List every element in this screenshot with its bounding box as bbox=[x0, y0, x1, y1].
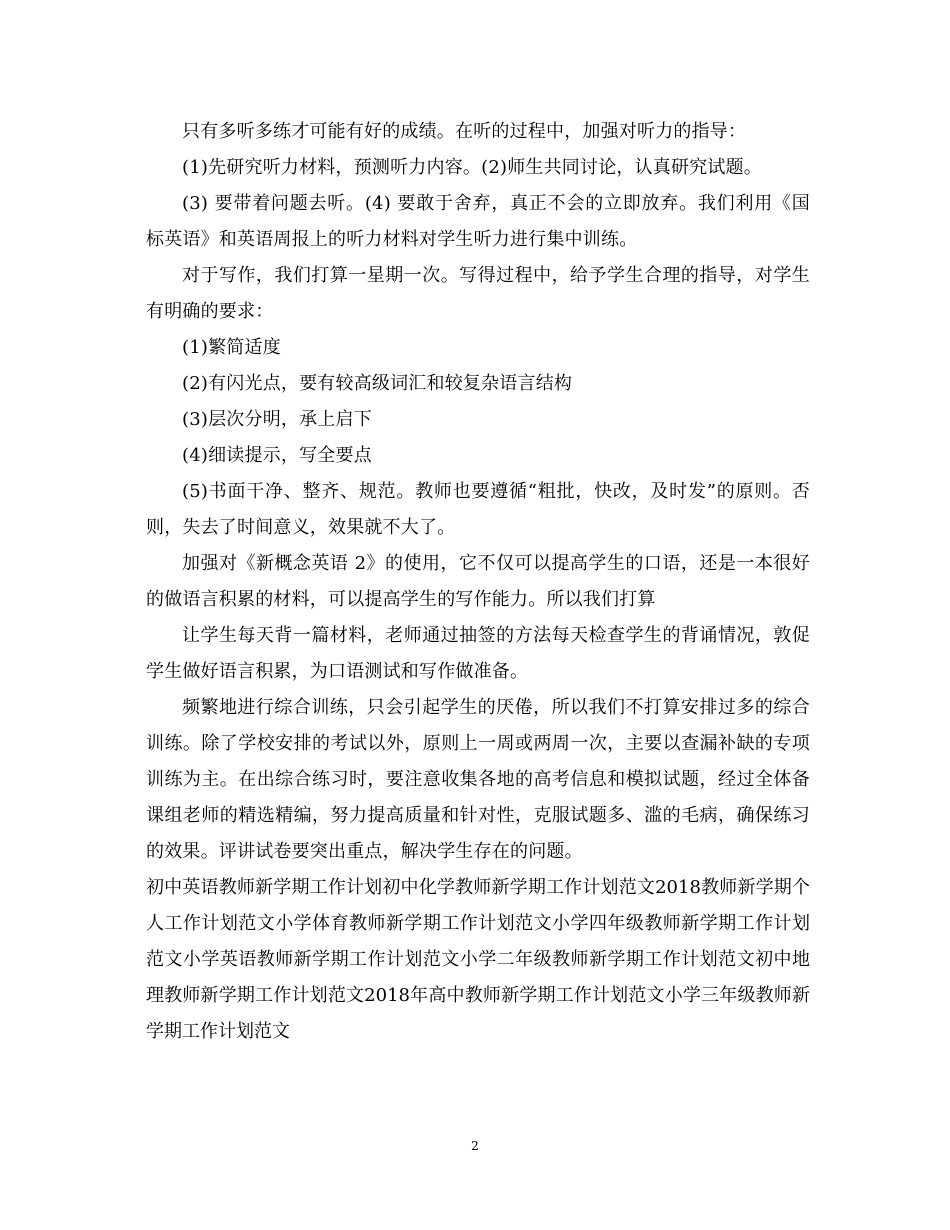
paragraph-listening-practice: 只有多听多练才可能有好的成绩。在听的过程中，加强对听力的指导： bbox=[182, 121, 747, 142]
page-number: 2 bbox=[471, 1139, 479, 1153]
paragraph-listening-steps-1-2: (1)先研究听力材料，预测听力内容。(2)师生共同讨论，认真研究试题。 bbox=[182, 157, 762, 178]
paragraph-listening-steps-3-4: (3) 要带着问题去听。(4) 要敢于舍弃，真正不会的立即放弃。我们利用《国标英语》和英语周报上的听力材料对学生听力进行集中训练。 bbox=[146, 193, 810, 250]
paragraph-daily-recitation: 让学生每天背一篇材料，老师通过抽签的方法每天检查学生的背诵情况，敦促学生做好语言积累，为口语测试和写作做准备。 bbox=[146, 625, 810, 682]
document-body bbox=[146, 114, 810, 1050]
writing-requirement-1: (1)繁简适度 bbox=[182, 337, 281, 358]
writing-requirement-3: (3)层次分明，承上启下 bbox=[182, 409, 372, 430]
writing-requirement-5: (5)书面干净、整齐、规范。教师也要遵循“粗批，快改，及时发”的原则。否则，失去了时间意义，效果就不大了。 bbox=[146, 481, 810, 538]
paragraph-comprehensive-training: 频繁地进行综合训练，只会引起学生的厌倦，所以我们不打算安排过多的综合训练。除了学校安排的考试以外，原则上一周或两周一次，主要以查漏补缺的专项训练为主。在出综合练习时，要注意收集各地的高考信息和模拟试题，经过全体备课组老师的精选精编，努力提高质量和针对性，克服试题多、滥的毛病，确保练习的效果。评讲试卷要突出重点，解决学生存在的问题。 bbox=[146, 697, 810, 862]
paragraph-writing-intro: 对于写作，我们打算一星期一次。写得过程中，给予学生合理的指导，对学生有明确的要求： bbox=[146, 265, 810, 322]
writing-requirement-4: (4)细读提示，写全要点 bbox=[182, 445, 372, 466]
writing-requirement-2: (2)有闪光点，要有较高级词汇和较复杂语言结构 bbox=[182, 373, 573, 394]
paragraph-new-concept-english: 加强对《新概念英语 2》的使用，它不仅可以提高学生的口语，还是一本很好的做语言积累的材料，可以提高学生的写作能力。所以我们打算 bbox=[146, 553, 810, 610]
related-articles-links[interactable]: 初中英语教师新学期工作计划初中化学教师新学期工作计划范文2018教师新学期个人工作计划范文小学体育教师新学期工作计划范文小学四年级教师新学期工作计划范文小学英语教师新学期工作计划范文小学二年级教师新学期工作计划范文初中地理教师新学期工作计划范文2018年高中教师新学期工作计划范文小学三年级教师新学期工作计划范文 bbox=[146, 877, 810, 1042]
